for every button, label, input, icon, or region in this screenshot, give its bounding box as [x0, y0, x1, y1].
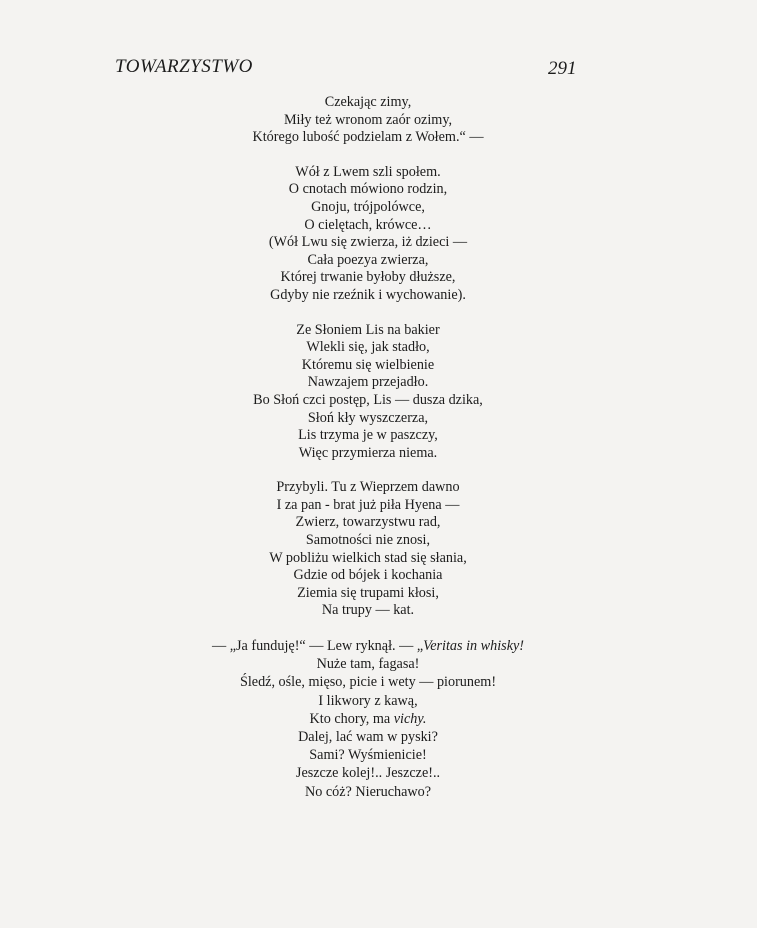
- verse-line: Któremu się wielbienie: [301, 356, 435, 373]
- verse-italic-text: Veritas in whisky!: [423, 638, 525, 655]
- verse-line: Wół z Lwem szli społem.: [295, 163, 441, 180]
- poem-text: [108, 94, 628, 818]
- verse-text: — „Ja funduję!“ — Lew ryknął. — „: [211, 638, 424, 655]
- verse-line: Nawzajem przejadło.: [307, 374, 429, 391]
- verse-line: [108, 637, 628, 655]
- stanza-1: [108, 94, 628, 147]
- verse-line: Cała poezya zwierza,: [307, 251, 429, 268]
- verse-italic-text: vichy.: [393, 710, 427, 727]
- stanza-5: [108, 637, 628, 801]
- stanza-4: [108, 479, 628, 620]
- verse-line: Lis trzyma je w paszczy,: [298, 427, 438, 444]
- verse-line: I za pan - brat już piła Hyena —: [276, 496, 460, 513]
- verse-line: Śledź, ośle, mięso, picie i wety — piorunem!: [239, 674, 497, 691]
- verse-line: [108, 710, 628, 728]
- verse-line: Czekając zimy,: [324, 94, 412, 110]
- verse-line: Samotności nie znosi,: [305, 532, 431, 549]
- verse-line: I likwory z kawą,: [318, 692, 418, 709]
- verse-line: Miły też wronom zaór ozimy,: [283, 111, 453, 128]
- verse-line: Gdyby nie rzeźnik i wychowanie).: [270, 286, 466, 303]
- verse-line: Której trwanie byłoby dłuższe,: [280, 269, 456, 286]
- verse-line: Sami? Wyśmienicie!: [309, 747, 427, 764]
- verse-line: O cielętach, krówce…: [304, 216, 432, 233]
- verse-line: Przybyli. Tu z Wieprzem dawno: [276, 479, 460, 496]
- stanza-3: [108, 322, 628, 463]
- verse-line: Wlekli się, jak stadło,: [306, 339, 430, 356]
- verse-text: Kto chory, ma: [309, 710, 394, 727]
- running-head-title: TOWARZYSTWO: [115, 56, 253, 77]
- verse-line: Bo Słoń czci postęp, Lis — dusza dzika,: [253, 391, 483, 408]
- verse-line: Gnoju, trójpolówce,: [311, 198, 425, 215]
- verse-line: Gdzie od bójek i kochania: [293, 567, 443, 584]
- verse-line: Słoń kły wyszczerza,: [307, 409, 429, 426]
- verse-line: W pobliżu wielkich stad się słania,: [269, 549, 467, 566]
- verse-line: Na trupy — kat.: [321, 602, 415, 619]
- verse-line: Jeszcze kolej!.. Jeszcze!..: [295, 765, 441, 782]
- verse-line: Nuże tam, fagasa!: [316, 656, 420, 673]
- verse-line: Ziemia się trupami kłosi,: [297, 584, 439, 601]
- page-number: 291: [548, 58, 577, 79]
- verse-line: Dalej, lać wam w pyski?: [298, 728, 438, 745]
- stanza-2: [108, 164, 628, 305]
- verse-line: O cnotach mówiono rodzin,: [288, 181, 448, 198]
- verse-line: Więc przymierza niema.: [298, 444, 438, 461]
- verse-line: No cóż? Nieruchawo?: [304, 783, 432, 800]
- verse-line: (Wół Lwu się zwierza, iż dzieci —: [268, 234, 468, 251]
- verse-line: Ze Słoniem Lis na bakier: [296, 321, 440, 338]
- verse-line: Którego lubość podzielam z Wołem.“ —: [252, 129, 484, 146]
- verse-line: Zwierz, towarzystwu rad,: [295, 514, 441, 531]
